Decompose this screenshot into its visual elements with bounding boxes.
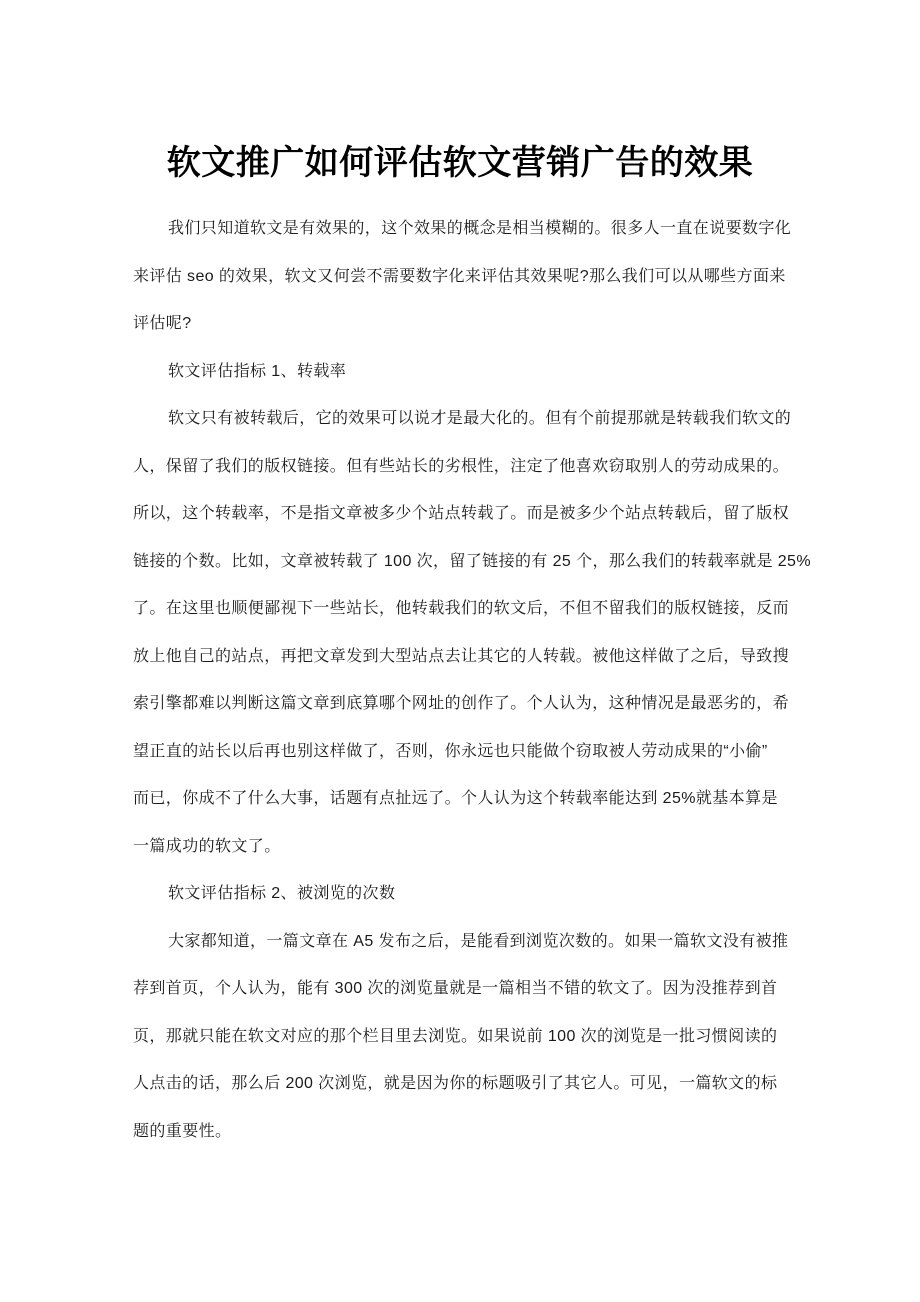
- paragraph-line: 人，保留了我们的版权链接。但有些站长的劣根性，注定了他喜欢窃取别人的劳动成果的。: [133, 457, 790, 475]
- paragraph-line: 了。在这里也顺便鄙视下一些站长，他转载我们的软文后，不但不留我们的版权链接，反而: [133, 600, 790, 617]
- paragraph-line: 荐到首页，个人认为，能有 300 次的浏览量就是一篇相当不错的软文了。因为没推荐到首: [133, 980, 778, 997]
- paragraph-line: 评估呢?: [133, 315, 192, 332]
- paragraph-line: 人点击的话，那么后 200 次浏览，就是因为你的标题吸引了其它人。可见，一篇软文的标: [133, 1075, 778, 1092]
- paragraph-line: 页，那就只能在软文对应的那个栏目里去浏览。如果说前 100 次的浏览是一批习惯阅读的: [133, 1027, 778, 1045]
- section-heading-line: 软文评估指标 2、被浏览的次数: [168, 885, 396, 902]
- paragraph-line: 而已，你成不了什么大事，话题有点扯远了。个人认为这个转载率能达到 25%就基本算是: [133, 790, 778, 807]
- paragraph-line: 题的重要性。: [133, 1122, 232, 1140]
- document-title: 软文推广如何评估软文营销广告的效果: [166, 143, 754, 182]
- paragraph-line: 来评估 seo 的效果，软文又何尝不需要数字化来评估其效果呢?那么我们可以从哪些方面来: [133, 267, 786, 285]
- paragraph-line: 所以，这个转载率，不是指文章被多少个站点转载了。而是被多少个站点转载后，留了版权: [133, 505, 790, 522]
- document-body: [133, 205, 811, 1155]
- paragraph-line: 一篇成功的软文了。: [133, 837, 281, 855]
- section-heading-line: 软文评估指标 1、转载率: [168, 362, 347, 380]
- paragraph-line: 链接的个数。比如，文章被转载了 100 次，留了链接的有 25 个，那么我们的转载率就是 25%: [133, 552, 811, 570]
- paragraph-line: 放上他自己的站点，再把文章发到大型站点去让其它的人转载。被他这样做了之后，导致搜: [133, 647, 790, 665]
- paragraph-line: 望正直的站长以后再也别这样做了，否则，你永远也只能做个窃取被人劳动成果的“小偷”: [133, 742, 768, 760]
- paragraph-line: 软文只有被转载后，它的效果可以说才是最大化的。但有个前提那就是转载我们软文的: [168, 410, 792, 427]
- paragraph-line: 我们只知道软文是有效果的，这个效果的概念是相当模糊的。很多人一直在说要数字化: [168, 220, 792, 237]
- paragraph-line: 索引擎都难以判断这篇文章到底算哪个网址的创作了。个人认为，这种情况是最恶劣的，希: [133, 695, 790, 712]
- paragraph-line: 大家都知道，一篇文章在 A5 发布之后，是能看到浏览次数的。如果一篇软文没有被推: [168, 932, 789, 950]
